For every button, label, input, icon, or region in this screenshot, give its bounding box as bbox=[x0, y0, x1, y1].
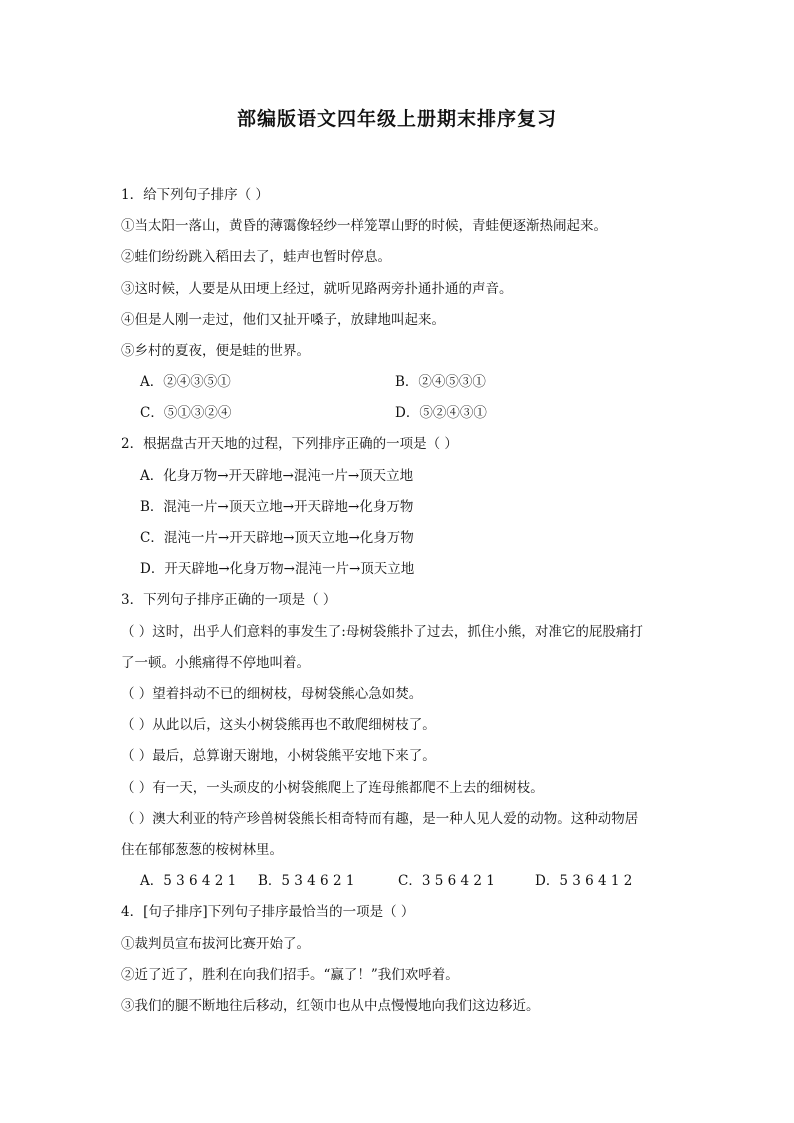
q3-line-1: （ ）这时，出乎人们意料的事发生了:母树袋熊扑了过去，抓住小熊，对准它的屁股痛打 bbox=[121, 624, 643, 640]
q3-line-3: （ ）望着抖动不已的细树枝，母树袋熊心急如焚。 bbox=[121, 686, 423, 702]
q1-stem: 1．给下列句子排序（ ） bbox=[121, 187, 269, 203]
q4-sentence-2: ②近了近了，胜利在向我们招手。“赢了！”我们欢呼着。 bbox=[121, 967, 459, 983]
q2-stem: 2．根据盘古开天地的过程，下列排序正确的一项是（ ） bbox=[121, 436, 458, 452]
q3-line-2: 了一顿。小熊痛得不停地叫着。 bbox=[121, 655, 310, 671]
q1-option-c: C．⑤①③②④ bbox=[140, 405, 232, 421]
q1-option-b: B．②④⑤③① bbox=[395, 374, 486, 390]
q3-line-8: 住在郁郁葱葱的桉树林里。 bbox=[121, 842, 283, 858]
q3-line-7: （ ）澳大利亚的特产珍兽树袋熊长相奇特而有趣，是一种人见人爱的动物。这种动物居 bbox=[121, 811, 639, 827]
q3-line-5: （ ）最后，总算谢天谢地，小树袋熊平安地下来了。 bbox=[121, 748, 436, 764]
q3-line-4: （ ）从此以后，这头小树袋熊再也不敢爬细树枝了。 bbox=[121, 717, 436, 733]
q4-sentence-3: ③我们的腿不断地往后移动，红领巾也从中点慢慢地向我们这边移近。 bbox=[121, 998, 540, 1014]
q3-option-c: C．3 5 6 4 2 1 bbox=[398, 873, 495, 889]
q1-sentence-3: ③这时候，人要是从田埂上经过，就听见路两旁扑通扑通的声音。 bbox=[121, 281, 513, 297]
q1-sentence-5: ⑤乡村的夏夜，便是蛙的世界。 bbox=[121, 343, 310, 359]
q2-option-a: A．化身万物→开天辟地→混沌一片→顶天立地 bbox=[140, 468, 414, 484]
q1-option-d: D．⑤②④③① bbox=[395, 405, 487, 421]
q4-sentence-1: ①裁判员宣布拔河比赛开始了。 bbox=[121, 936, 310, 952]
q3-option-b: B．5 3 4 6 2 1 bbox=[258, 873, 355, 889]
q1-sentence-1: ①当太阳一落山，黄昏的薄霭像轻纱一样笼罩山野的时候，青蛙便逐渐热闹起来。 bbox=[121, 218, 607, 234]
q2-option-b: B．混沌一片→顶天立地→开天辟地→化身万物 bbox=[140, 499, 414, 515]
q4-stem: 4．[句子排序]下列句子排序最恰当的一项是（ ） bbox=[121, 904, 415, 920]
q2-option-c: C．混沌一片→开天辟地→顶天立地→化身万物 bbox=[140, 530, 414, 546]
q3-stem: 3．下列句子排序正确的一项是（ ） bbox=[121, 592, 337, 608]
q3-option-d: D．5 3 6 4 1 2 bbox=[535, 873, 633, 889]
q2-option-d: D．开天辟地→化身万物→混沌一片→顶天立地 bbox=[140, 561, 415, 577]
q1-sentence-2: ②蛙们纷纷跳入稻田去了，蛙声也暂时停息。 bbox=[121, 249, 391, 265]
q3-option-a: A．5 3 6 4 2 1 bbox=[140, 873, 237, 889]
q1-sentence-4: ④但是人刚一走过，他们又扯开嗓子，放肆地叫起来。 bbox=[121, 312, 445, 328]
q1-option-a: A．②④③⑤① bbox=[140, 374, 231, 390]
q3-line-6: （ ）有一天，一头顽皮的小树袋熊爬上了连母熊都爬不上去的细树枝。 bbox=[121, 780, 544, 796]
page-title: 部编版语文四年级上册期末排序复习 bbox=[236, 108, 557, 130]
